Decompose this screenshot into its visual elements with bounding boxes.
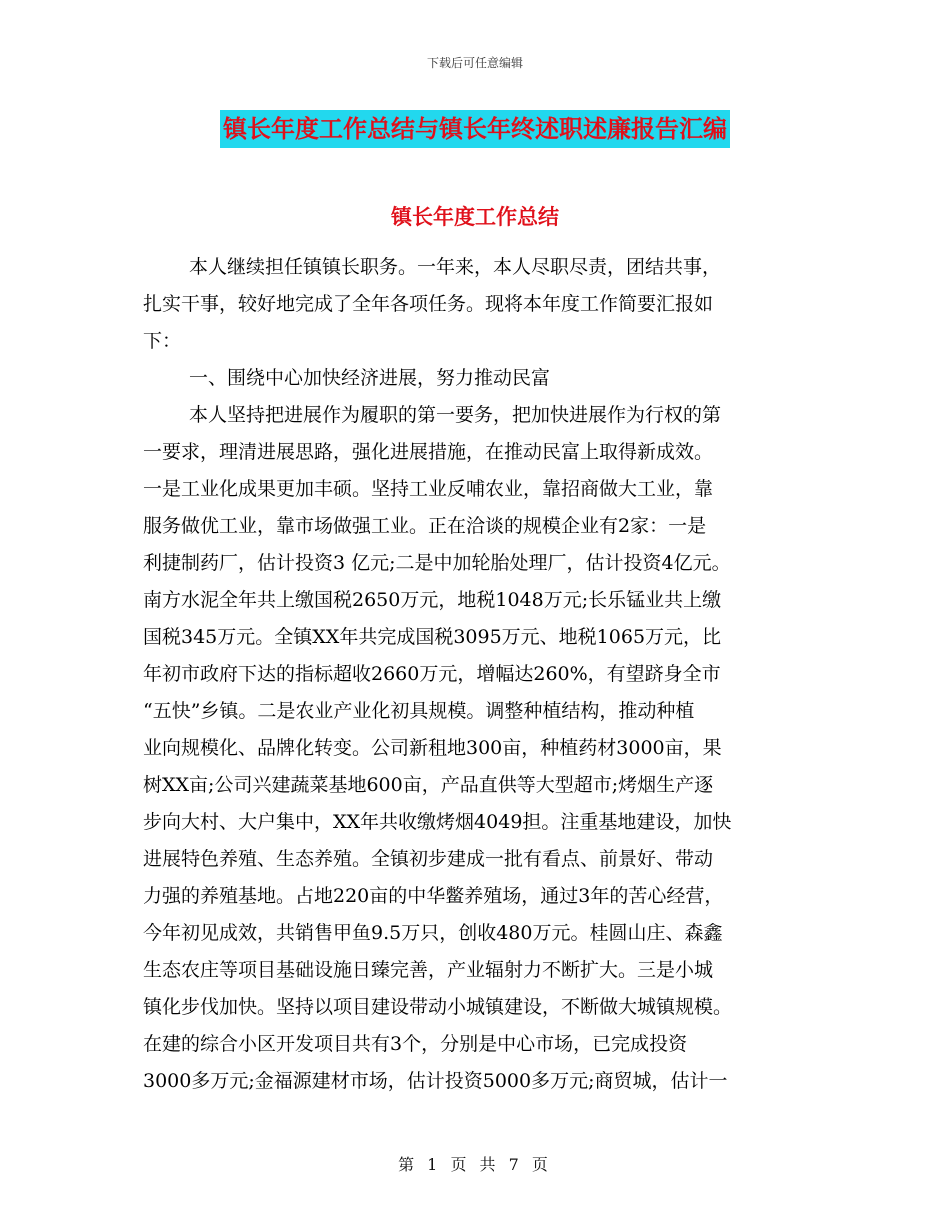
body-line: 本人坚持把进展作为履职的第一要务，把加快进展作为行权的第 — [189, 404, 722, 426]
body-line: 生态农庄等项目基础设施日臻完善，产业辐射力不断扩大。三是小城 — [143, 959, 714, 981]
header-note: 下载后可任意编辑 — [426, 56, 523, 70]
body-line: 进展特色养殖、生态养殖。全镇初步建成一批有看点、前景好、带动 — [143, 848, 714, 870]
page-footer: 第 1 页 共 7 页 — [398, 1155, 552, 1174]
body-line: 国税345万元。全镇XX年共完成国税3095万元、地税1065万元，比 — [143, 626, 722, 648]
section-title: 镇长年度工作总结 — [391, 205, 559, 229]
main-title: 镇长年度工作总结与镇长年终述职述廉报告汇编 — [220, 110, 730, 148]
body-line: 镇化步伐加快。坚持以项目建设带动小城镇建设，不断做大城镇规模。 — [143, 996, 733, 1018]
body-line: 服务做优工业，靠市场做强工业。正在洽谈的规模企业有2家：一是 — [143, 515, 707, 537]
body-line: 扎实干事，较好地完成了全年各项任务。现将本年度工作简要汇报如 — [143, 293, 714, 315]
body-line: 本人继续担任镇镇长职务。一年来，本人尽职尽责，团结共事， — [189, 256, 722, 278]
body-line: 年初市政府下达的指标超收2660万元，增幅达260%，有望跻身全市 — [143, 663, 721, 685]
body-line: 一是工业化成果更加丰硕。坚持工业反哺农业，靠招商做大工业，靠 — [143, 478, 714, 500]
body-line: 下： — [143, 330, 182, 352]
section-heading: 一、围绕中心加快经济进展，努力推动民富 — [189, 367, 551, 389]
body-line: 步向大村、大户集中，XX年共收缴烤烟4049担。注重基地建设，加快 — [143, 811, 732, 833]
body-line: 在建的综合小区开发项目共有3个，分别是中心市场，已完成投资 — [143, 1033, 688, 1055]
body-line: 一要求，理清进展思路，强化进展措施，在推动民富上取得新成效。 — [143, 441, 714, 463]
body-line: “五快”乡镇。二是农业产业化初具规模。调整种植结构，推动种植 — [143, 700, 695, 722]
body-line: 业向规模化、品牌化转变。公司新租地300亩，种植药材3000亩，果 — [143, 737, 722, 759]
body-line: 今年初见成效，共销售甲鱼9.5万只，创收480万元。桂圆山庄、森鑫 — [143, 922, 723, 944]
body-line: 南方水泥全年共上缴国税2650万元，地税1048万元;长乐锰业共上缴 — [143, 589, 722, 611]
body-line: 树XX亩;公司兴建蔬菜基地600亩，产品直供等大型超市;烤烟生产逐 — [143, 774, 714, 796]
body-line: 利捷制药厂，估计投资3 亿元;二是中加轮胎处理厂，估计投资4亿元。 — [143, 552, 731, 574]
body-line: 力强的养殖基地。占地220亩的中华鳖养殖场，通过3年的苦心经营， — [143, 885, 724, 907]
main-title-wrap — [0, 110, 950, 148]
body-line: 3000多万元;金福源建材市场，估计投资5000多万元;商贸城，估计一 — [143, 1070, 728, 1092]
